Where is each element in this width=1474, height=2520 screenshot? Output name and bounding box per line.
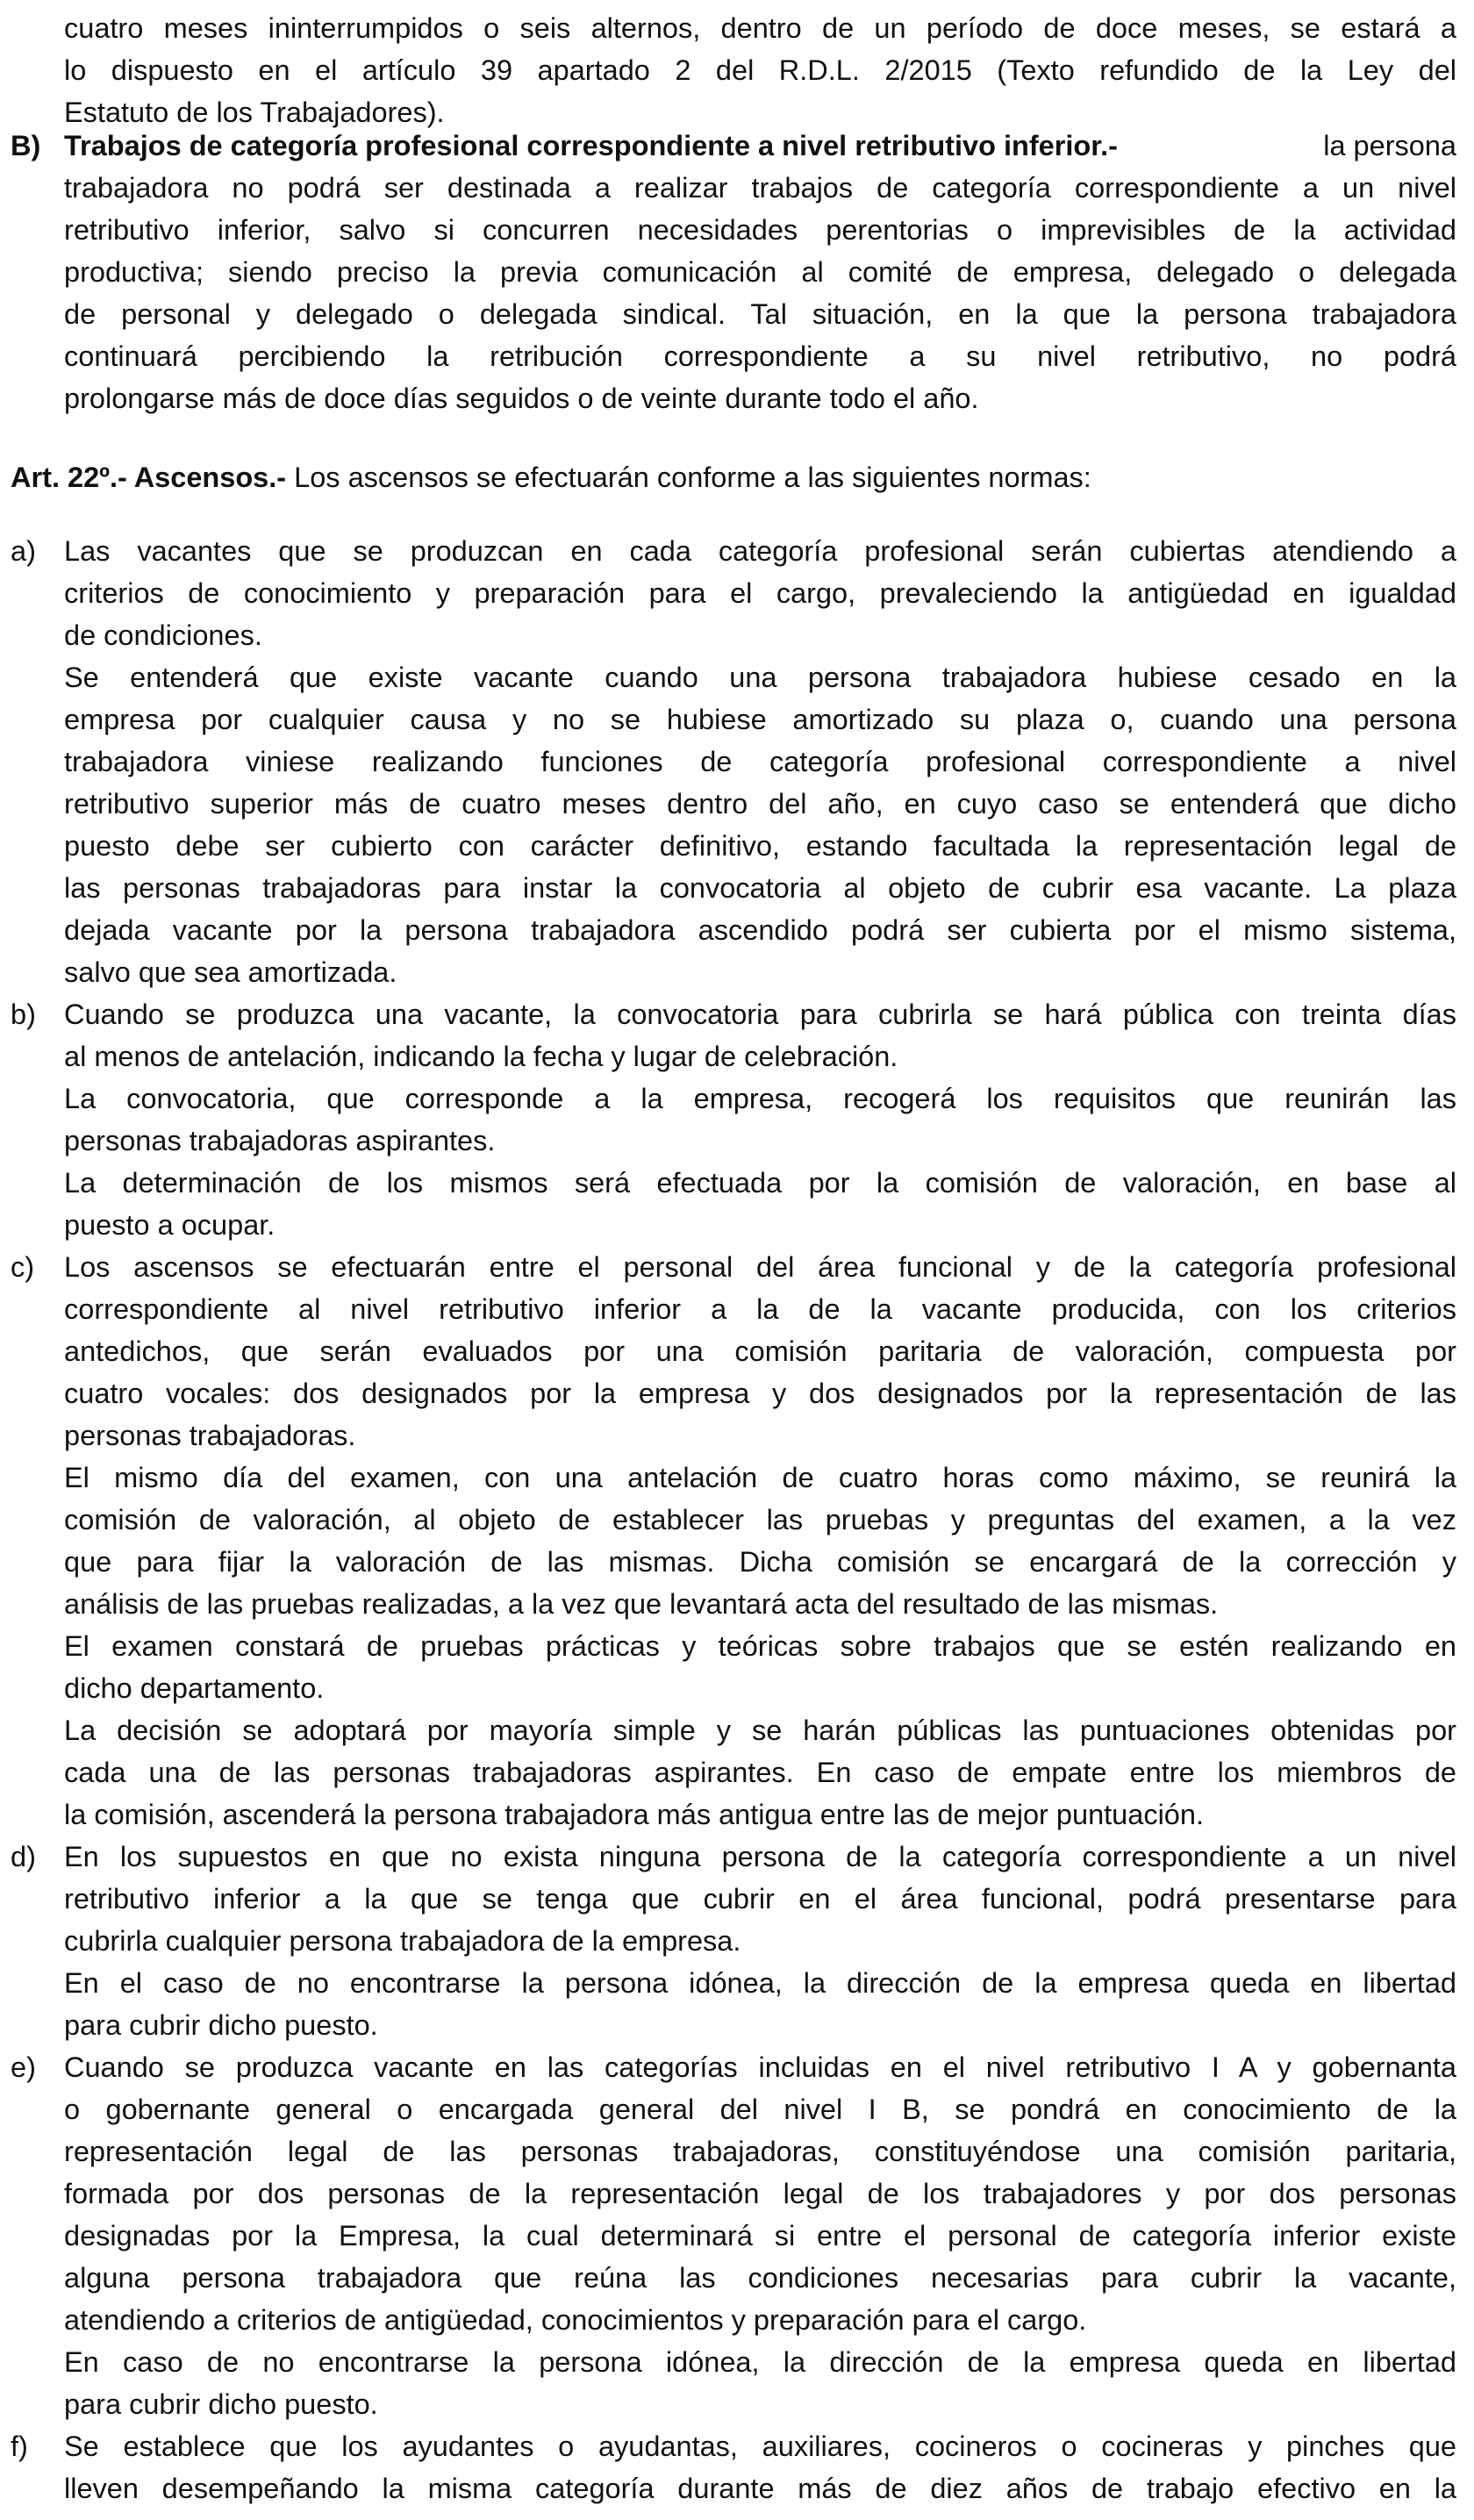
text-line: Cuando se produzca vacante en las categorías incluidas en el nivel retributivo I A y gobernanta bbox=[64, 2051, 1456, 2083]
text-line: análisis de las pruebas realizadas, a la vez que levantará acta del resultado de las mismas. bbox=[64, 1588, 1219, 1620]
section-b-first-line bbox=[64, 125, 1456, 167]
text-line: Se entenderá que existe vacante cuando una persona trabajadora hubiese cesado en la bbox=[64, 662, 1456, 693]
text-line: La convocatoria, que corresponde a la empresa, recogerá los requisitos que reunirán las bbox=[64, 1083, 1456, 1114]
text-line: correspondiente al nivel retributivo inferior a la de la vacante producida, con los criterios bbox=[64, 1293, 1456, 1325]
text-line: continuará percibiendo la retribución correspondiente a su nivel retributivo, no podrá bbox=[64, 340, 1456, 372]
text-line: la comisión, ascenderá la persona trabajadora más antigua entre las de mejor puntuación. bbox=[64, 1799, 1204, 1830]
text-line: antedichos, que serán evaluados por una comisión paritaria de valoración, compuesta por bbox=[64, 1335, 1456, 1367]
text-line: que para fijar la valoración de las mismas. Dicha comisión se encargará de la corrección y bbox=[64, 1546, 1456, 1578]
text-line: En los supuestos en que no exista ninguna persona de la categoría correspondiente a un nivel bbox=[64, 1841, 1456, 1872]
text-line: retributivo inferior, salvo si concurren necesidades perentorias o imprevisibles de la actividad bbox=[64, 214, 1456, 246]
text-line: lleven desempeñando la misma categoría durante más de diez años de trabajo efectivo en la bbox=[64, 2473, 1456, 2504]
text-line: cubrirla cualquier persona trabajadora de la empresa. bbox=[64, 1925, 741, 1957]
text-line: La determinación de los mismos será efectuada por la comisión de valoración, en base al bbox=[64, 1167, 1456, 1199]
article-intro: Los ascensos se efectuarán conforme a las siguientes normas: bbox=[294, 462, 1091, 493]
list-marker: e) bbox=[11, 2051, 36, 2083]
text-line: puesto debe ser cubierto con carácter definitivo, estando facultada la representación legal de bbox=[64, 830, 1456, 862]
text-line: En caso de no encontrarse la persona idónea, la dirección de la empresa queda en libertad bbox=[64, 2346, 1456, 2378]
text-line: comisión de valoración, al objeto de establecer las pruebas y preguntas del examen, a la vez bbox=[64, 1504, 1456, 1536]
list-marker: c) bbox=[11, 1251, 35, 1283]
text-line: lo dispuesto en el artículo 39 apartado 2 del R.D.L. 2/2015 (Texto refundido de la Ley del bbox=[64, 54, 1456, 86]
text-line: formada por dos personas de la representación legal de los trabajadores y por dos personas bbox=[64, 2178, 1456, 2209]
text-line: Estatuto de los Trabajadores). bbox=[64, 97, 445, 128]
text-line: salvo que sea amortizada. bbox=[64, 956, 397, 988]
text-line: cada una de las personas trabajadoras aspirantes. En caso de empate entre los miembros de bbox=[64, 1757, 1456, 1788]
text-line: para cubrir dicho puesto. bbox=[64, 2009, 378, 2041]
text-line: para cubrir dicho puesto. bbox=[64, 2388, 378, 2420]
text-line: las personas trabajadoras para instar la convocatoria al objeto de cubrir esa vacante. La plaza bbox=[64, 872, 1456, 904]
text-line: El examen constará de pruebas prácticas y teóricas sobre trabajos que se estén realizando en bbox=[64, 1630, 1456, 1662]
list-marker: d) bbox=[11, 1841, 36, 1872]
section-b-heading: Trabajos de categoría profesional correspondiente a nivel retributivo inferior.- bbox=[64, 130, 1118, 161]
article-heading-line bbox=[11, 456, 1091, 498]
text-line: prolongarse más de doce días seguidos o de veinte durante todo el año. bbox=[64, 383, 979, 414]
text-line: cuatro meses ininterrumpidos o seis alternos, dentro de un período de doce meses, se estará a bbox=[64, 12, 1456, 44]
text-line: trabajadora viniese realizando funciones de categoría profesional correspondiente a nivel bbox=[64, 746, 1456, 777]
text-line: cuatro vocales: dos designados por la empresa y dos designados por la representación de las bbox=[64, 1378, 1456, 1409]
text-line: El mismo día del examen, con una antelación de cuatro horas como máximo, se reunirá la bbox=[64, 1462, 1456, 1493]
text-line: Cuando se produzca una vacante, la convocatoria para cubrirla se hará pública con treinta días bbox=[64, 999, 1456, 1030]
text-line: representación legal de las personas trabajadoras, constituyéndose una comisión paritaria, bbox=[64, 2136, 1456, 2167]
text-line: dejada vacante por la persona trabajadora ascendido podrá ser cubierta por el mismo sistema, bbox=[64, 914, 1456, 946]
text-line: La decisión se adoptará por mayoría simple y se harán públicas las puntuaciones obtenidas por bbox=[64, 1715, 1456, 1746]
text-line: dicho departamento. bbox=[64, 1672, 325, 1704]
text-line: productiva; siendo preciso la previa comunicación al comité de empresa, delegado o delegada bbox=[64, 256, 1456, 288]
list-marker: b) bbox=[11, 999, 36, 1030]
text-line: retributivo superior más de cuatro meses dentro del año, en cuyo caso se entenderá que dicho bbox=[64, 788, 1456, 820]
text-line: personas trabajadoras. bbox=[64, 1420, 356, 1451]
list-marker: B) bbox=[11, 130, 41, 161]
text-line: de condiciones. bbox=[64, 619, 262, 651]
text-line: atendiendo a criterios de antigüedad, conocimientos y preparación para el cargo. bbox=[64, 2304, 1087, 2336]
text-line: retributivo inferior a la que se tenga que cubrir en el área funcional, podrá presentarse para bbox=[64, 1883, 1456, 1915]
text-line: En el caso de no encontrarse la persona idónea, la dirección de la empresa queda en libertad bbox=[64, 1967, 1456, 1999]
list-marker: f) bbox=[11, 2431, 28, 2462]
text-line: Las vacantes que se produzcan en cada categoría profesional serán cubiertas atendiendo a bbox=[64, 535, 1456, 567]
section-b-first-line-rest: la persona bbox=[1323, 130, 1456, 161]
article-label: Art. 22º.- Ascensos.- bbox=[11, 462, 287, 493]
text-line: Se establece que los ayudantes o ayudantas, auxiliares, cocineros o cocineras y pinches que bbox=[64, 2431, 1456, 2462]
text-line: alguna persona trabajadora que reúna las condiciones necesarias para cubrir la vacante, bbox=[64, 2262, 1456, 2294]
text-line: Los ascensos se efectuarán entre el personal del área funcional y de la categoría profesional bbox=[64, 1251, 1456, 1283]
text-line: puesto a ocupar. bbox=[64, 1209, 275, 1241]
text-line: al menos de antelación, indicando la fecha y lugar de celebración. bbox=[64, 1041, 898, 1072]
text-line: designadas por la Empresa, la cual determinará si entre el personal de categoría inferior existe bbox=[64, 2220, 1456, 2252]
list-marker: a) bbox=[11, 535, 36, 567]
text-line: o gobernante general o encargada general del nivel I B, se pondrá en conocimiento de la bbox=[64, 2094, 1456, 2125]
text-line: trabajadora no podrá ser destinada a realizar trabajos de categoría correspondiente a un nivel bbox=[64, 172, 1456, 204]
text-line: personas trabajadoras aspirantes. bbox=[64, 1125, 496, 1156]
text-line: de personal y delegado o delegada sindical. Tal situación, en la que la persona trabajadora bbox=[64, 298, 1456, 330]
text-line: empresa por cualquier causa y no se hubiese amortizado su plaza o, cuando una persona bbox=[64, 704, 1456, 735]
text-line: criterios de conocimiento y preparación para el cargo, prevaleciendo la antigüedad en igualdad bbox=[64, 577, 1456, 609]
